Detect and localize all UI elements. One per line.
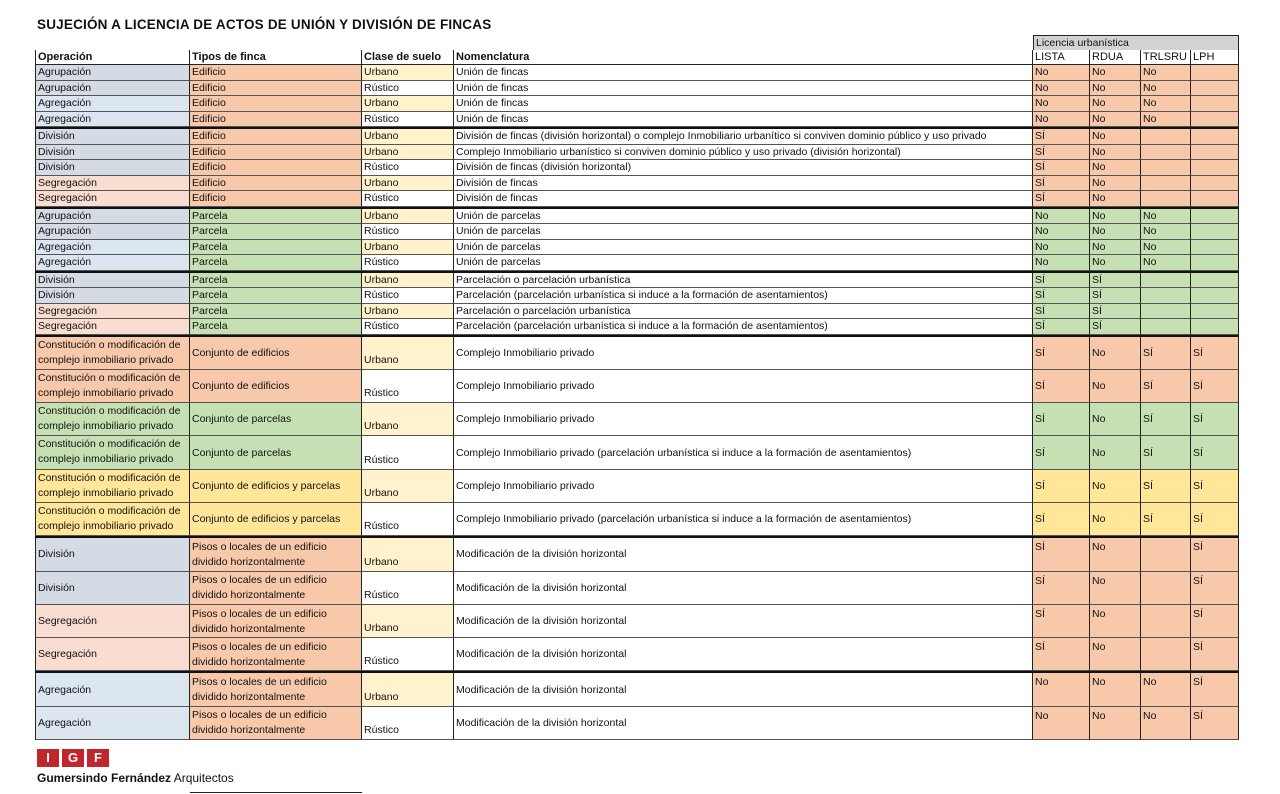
cell-lph: SÍ <box>1191 370 1239 403</box>
cell-trlsru <box>1141 273 1191 289</box>
table-row <box>35 403 1239 436</box>
cell-clase: Urbano <box>362 145 454 161</box>
cell-tipo: Pisos o locales de un edificio dividido horizontalmente <box>190 605 362 638</box>
cell-rdua: No <box>1090 112 1141 128</box>
cell-clase: Rústico <box>362 255 454 271</box>
cell-operacion: Segregación <box>35 638 190 671</box>
cell-trlsru: No <box>1141 673 1191 706</box>
licence-header-row <box>35 35 1239 50</box>
cell-nomenclatura: Modificación de la división horizontal <box>454 538 1033 571</box>
cell-lista: SÍ <box>1033 605 1090 638</box>
cell-lista: SÍ <box>1033 436 1090 469</box>
cell-lph <box>1191 65 1239 81</box>
cell-nomenclatura: Complejo Inmobiliario privado <box>454 370 1033 403</box>
brand-name: Gumersindo Fernández Arquitectos <box>37 771 234 785</box>
cell-tipo: Conjunto de parcelas <box>190 403 362 436</box>
cell-lph: SÍ <box>1191 470 1239 503</box>
cell-rdua: No <box>1090 255 1141 271</box>
cell-operacion: Constitución o modificación de complejo inmobiliario privado <box>35 436 190 469</box>
cell-trlsru: SÍ <box>1141 436 1191 469</box>
cell-trlsru <box>1141 638 1191 671</box>
cell-trlsru <box>1141 304 1191 320</box>
cell-operacion: Agregación <box>35 707 190 740</box>
cell-nomenclatura: Parcelación o parcelación urbanística <box>454 304 1033 320</box>
cell-tipo: Parcela <box>190 224 362 240</box>
cell-nomenclatura: División de fincas (división horizontal) o complejo Inmobiliario urbanítico si conviven dominio público y uso privado <box>454 129 1033 145</box>
col-header-tipos: Tipos de finca <box>190 50 362 65</box>
cell-clase: Urbano <box>362 304 454 320</box>
logo-block-3: F <box>87 749 109 767</box>
cell-nomenclatura: Unión de fincas <box>454 65 1033 81</box>
cell-lista: SÍ <box>1033 503 1090 536</box>
cell-rdua: No <box>1090 572 1141 605</box>
col-header-operacion: Operación <box>35 50 190 65</box>
cell-clase: Urbano <box>362 209 454 225</box>
cell-trlsru: No <box>1141 240 1191 256</box>
cell-lista: No <box>1033 209 1090 225</box>
cell-lph <box>1191 112 1239 128</box>
cell-lista: SÍ <box>1033 288 1090 304</box>
cell-trlsru <box>1141 129 1191 145</box>
cell-clase: Rústico <box>362 224 454 240</box>
footer-rule <box>190 792 362 793</box>
cell-lph: SÍ <box>1191 436 1239 469</box>
cell-nomenclatura: Complejo Inmobiliario privado <box>454 337 1033 370</box>
cell-clase: Urbano <box>362 176 454 192</box>
cell-operacion: Segregación <box>35 191 190 207</box>
table-row <box>35 707 1239 740</box>
cell-lista: No <box>1033 255 1090 271</box>
cell-trlsru: SÍ <box>1141 370 1191 403</box>
cell-rdua: SÍ <box>1090 273 1141 289</box>
cell-clase: Urbano <box>362 240 454 256</box>
table-row <box>35 65 1239 81</box>
cell-operacion: División <box>35 288 190 304</box>
cell-lph <box>1191 209 1239 225</box>
cell-tipo: Pisos o locales de un edificio dividido horizontalmente <box>190 638 362 671</box>
cell-nomenclatura: Unión de fincas <box>454 96 1033 112</box>
cell-tipo: Parcela <box>190 319 362 335</box>
column-headers <box>35 50 1239 65</box>
cell-clase: Urbano <box>362 673 454 706</box>
cell-lph: SÍ <box>1191 503 1239 536</box>
cell-tipo: Conjunto de edificios <box>190 370 362 403</box>
cell-lista: SÍ <box>1033 304 1090 320</box>
cell-tipo: Edificio <box>190 112 362 128</box>
cell-lph <box>1191 145 1239 161</box>
cell-lista: SÍ <box>1033 129 1090 145</box>
cell-tipo: Edificio <box>190 129 362 145</box>
cell-clase: Urbano <box>362 538 454 571</box>
table-row <box>35 304 1239 320</box>
cell-lista: SÍ <box>1033 176 1090 192</box>
cell-operacion: Agregación <box>35 255 190 271</box>
cell-trlsru <box>1141 160 1191 176</box>
cell-operacion: Agrupación <box>35 81 190 97</box>
cell-trlsru <box>1141 319 1191 335</box>
cell-nomenclatura: Unión de parcelas <box>454 255 1033 271</box>
cell-operacion: Constitución o modificación de complejo inmobiliario privado <box>35 470 190 503</box>
cell-lista: SÍ <box>1033 370 1090 403</box>
cell-lph: SÍ <box>1191 337 1239 370</box>
cell-trlsru: No <box>1141 112 1191 128</box>
cell-operacion: División <box>35 572 190 605</box>
cell-tipo: Pisos o locales de un edificio dividido horizontalmente <box>190 707 362 740</box>
cell-rdua: No <box>1090 240 1141 256</box>
cell-trlsru: No <box>1141 65 1191 81</box>
cell-clase: Urbano <box>362 470 454 503</box>
cell-lista: No <box>1033 65 1090 81</box>
cell-rdua: No <box>1090 673 1141 706</box>
cell-lph <box>1191 81 1239 97</box>
cell-rdua: SÍ <box>1090 304 1141 320</box>
cell-trlsru: No <box>1141 96 1191 112</box>
cell-operacion: Segregación <box>35 176 190 192</box>
table-row <box>35 255 1239 271</box>
cell-tipo: Edificio <box>190 81 362 97</box>
cell-rdua: No <box>1090 145 1141 161</box>
cell-tipo: Conjunto de edificios y parcelas <box>190 503 362 536</box>
table-row <box>35 207 1239 225</box>
table-row <box>35 671 1239 706</box>
cell-trlsru: No <box>1141 255 1191 271</box>
cell-tipo: Edificio <box>190 65 362 81</box>
table-row <box>35 572 1239 605</box>
cell-trlsru <box>1141 176 1191 192</box>
cell-lista: SÍ <box>1033 160 1090 176</box>
cell-operacion: Segregación <box>35 605 190 638</box>
logo-block-2: G <box>62 749 84 767</box>
table-row <box>35 503 1239 536</box>
cell-trlsru <box>1141 191 1191 207</box>
table-row <box>35 176 1239 192</box>
cell-operacion: División <box>35 273 190 289</box>
table-row <box>35 191 1239 207</box>
cell-operacion: Agregación <box>35 240 190 256</box>
cell-trlsru: No <box>1141 209 1191 225</box>
cell-lph: SÍ <box>1191 707 1239 740</box>
cell-lista: No <box>1033 96 1090 112</box>
cell-clase: Urbano <box>362 337 454 370</box>
cell-trlsru: SÍ <box>1141 503 1191 536</box>
cell-clase: Rústico <box>362 288 454 304</box>
cell-lph <box>1191 176 1239 192</box>
table-row <box>35 160 1239 176</box>
logo <box>37 749 109 767</box>
cell-rdua: No <box>1090 538 1141 571</box>
cell-rdua: No <box>1090 503 1141 536</box>
cell-trlsru <box>1141 288 1191 304</box>
cell-operacion: Constitución o modificación de complejo inmobiliario privado <box>35 337 190 370</box>
col-header-clase: Clase de suelo <box>362 50 454 65</box>
cell-lista: SÍ <box>1033 538 1090 571</box>
cell-clase: Rústico <box>362 436 454 469</box>
cell-nomenclatura: Modificación de la división horizontal <box>454 707 1033 740</box>
cell-rdua: No <box>1090 337 1141 370</box>
cell-rdua: No <box>1090 403 1141 436</box>
cell-lista: No <box>1033 112 1090 128</box>
cell-lph: SÍ <box>1191 572 1239 605</box>
cell-clase: Rústico <box>362 638 454 671</box>
cell-rdua: No <box>1090 209 1141 225</box>
cell-trlsru: No <box>1141 707 1191 740</box>
cell-tipo: Edificio <box>190 96 362 112</box>
cell-tipo: Parcela <box>190 288 362 304</box>
table-row <box>35 470 1239 503</box>
cell-operacion: Segregación <box>35 319 190 335</box>
cell-tipo: Edificio <box>190 160 362 176</box>
table-row <box>35 112 1239 128</box>
cell-trlsru: SÍ <box>1141 470 1191 503</box>
cell-lista: SÍ <box>1033 638 1090 671</box>
col-header-nomenclatura: Nomenclatura <box>454 50 1033 65</box>
cell-trlsru: SÍ <box>1141 337 1191 370</box>
cell-clase: Rústico <box>362 707 454 740</box>
col-header-trlsru: TRLSRU <box>1141 50 1191 65</box>
cell-lph <box>1191 288 1239 304</box>
cell-lista: No <box>1033 707 1090 740</box>
table-row <box>35 536 1239 571</box>
cell-nomenclatura: Complejo Inmobiliario privado (parcelación urbanística si induce a la formación de asentamientos) <box>454 503 1033 536</box>
cell-nomenclatura: Unión de fincas <box>454 112 1033 128</box>
cell-nomenclatura: Parcelación o parcelación urbanística <box>454 273 1033 289</box>
cell-lista: No <box>1033 240 1090 256</box>
cell-clase: Rústico <box>362 81 454 97</box>
cell-trlsru: SÍ <box>1141 403 1191 436</box>
cell-trlsru: No <box>1141 224 1191 240</box>
cell-nomenclatura: División de fincas <box>454 191 1033 207</box>
cell-nomenclatura: Unión de parcelas <box>454 224 1033 240</box>
table-row <box>35 240 1239 256</box>
cell-operacion: División <box>35 129 190 145</box>
cell-rdua: No <box>1090 470 1141 503</box>
cell-clase: Rústico <box>362 160 454 176</box>
cell-tipo: Conjunto de parcelas <box>190 436 362 469</box>
cell-nomenclatura: Unión de fincas <box>454 81 1033 97</box>
cell-trlsru <box>1141 605 1191 638</box>
cell-nomenclatura: Modificación de la división horizontal <box>454 572 1033 605</box>
cell-operacion: Agrupación <box>35 224 190 240</box>
cell-tipo: Pisos o locales de un edificio dividido horizontalmente <box>190 673 362 706</box>
cell-clase: Urbano <box>362 65 454 81</box>
cell-nomenclatura: Complejo Inmobiliario privado <box>454 403 1033 436</box>
cell-lph <box>1191 160 1239 176</box>
cell-lista: SÍ <box>1033 191 1090 207</box>
cell-tipo: Edificio <box>190 145 362 161</box>
cell-nomenclatura: División de fincas (división horizontal) <box>454 160 1033 176</box>
logo-block-1: I <box>37 749 59 767</box>
cell-tipo: Pisos o locales de un edificio dividido horizontalmente <box>190 538 362 571</box>
cell-lista: SÍ <box>1033 470 1090 503</box>
cell-operacion: Agregación <box>35 673 190 706</box>
table-row <box>35 224 1239 240</box>
cell-lista: No <box>1033 673 1090 706</box>
cell-tipo: Parcela <box>190 240 362 256</box>
cell-tipo: Pisos o locales de un edificio dividido horizontalmente <box>190 572 362 605</box>
cell-nomenclatura: Complejo Inmobiliario urbanístico si conviven dominio público y uso privado (división horizontal) <box>454 145 1033 161</box>
table-row <box>35 81 1239 97</box>
cell-lph <box>1191 129 1239 145</box>
cell-rdua: No <box>1090 224 1141 240</box>
page-title: SUJECIÓN A LICENCIA DE ACTOS DE UNIÓN Y DIVISIÓN DE FINCAS <box>37 17 492 32</box>
cell-nomenclatura: Complejo Inmobiliario privado <box>454 470 1033 503</box>
cell-trlsru <box>1141 538 1191 571</box>
cell-lista: No <box>1033 81 1090 97</box>
cell-rdua: SÍ <box>1090 319 1141 335</box>
cell-rdua: No <box>1090 638 1141 671</box>
cell-nomenclatura: Parcelación (parcelación urbanística si induce a la formación de asentamientos) <box>454 319 1033 335</box>
cell-rdua: No <box>1090 605 1141 638</box>
col-header-lista: LISTA <box>1033 50 1090 65</box>
cell-clase: Urbano <box>362 96 454 112</box>
cell-operacion: Segregación <box>35 304 190 320</box>
cell-lista: SÍ <box>1033 319 1090 335</box>
cell-lph: SÍ <box>1191 605 1239 638</box>
cell-operacion: Constitución o modificación de complejo inmobiliario privado <box>35 503 190 536</box>
cell-trlsru <box>1141 572 1191 605</box>
cell-rdua: No <box>1090 707 1141 740</box>
cell-operacion: Agregación <box>35 112 190 128</box>
cell-operacion: Constitución o modificación de complejo inmobiliario privado <box>35 403 190 436</box>
cell-rdua: No <box>1090 370 1141 403</box>
cell-nomenclatura: Modificación de la división horizontal <box>454 673 1033 706</box>
cell-rdua: No <box>1090 129 1141 145</box>
cell-lista: SÍ <box>1033 572 1090 605</box>
cell-tipo: Parcela <box>190 255 362 271</box>
cell-rdua: SÍ <box>1090 288 1141 304</box>
cell-rdua: No <box>1090 160 1141 176</box>
cell-clase: Rústico <box>362 370 454 403</box>
cell-lph <box>1191 191 1239 207</box>
col-header-rdua: RDUA <box>1090 50 1141 65</box>
col-header-lph: LPH <box>1191 50 1239 65</box>
cell-clase: Urbano <box>362 273 454 289</box>
cell-rdua: No <box>1090 96 1141 112</box>
cell-nomenclatura: Complejo Inmobiliario privado (parcelación urbanística si induce a la formación de asentamientos) <box>454 436 1033 469</box>
table-row <box>35 145 1239 161</box>
cell-clase: Rústico <box>362 112 454 128</box>
cell-rdua: No <box>1090 81 1141 97</box>
table-row <box>35 436 1239 469</box>
cell-tipo: Parcela <box>190 209 362 225</box>
cell-lista: SÍ <box>1033 273 1090 289</box>
table-row <box>35 638 1239 671</box>
cell-clase: Rústico <box>362 572 454 605</box>
cell-lph <box>1191 273 1239 289</box>
cell-rdua: No <box>1090 176 1141 192</box>
cell-tipo: Parcela <box>190 304 362 320</box>
cell-nomenclatura: Unión de parcelas <box>454 209 1033 225</box>
cell-lph <box>1191 240 1239 256</box>
table-row <box>35 271 1239 289</box>
table-row <box>35 127 1239 145</box>
table-row <box>35 288 1239 304</box>
table-row <box>35 605 1239 638</box>
table-row <box>35 96 1239 112</box>
cell-rdua: No <box>1090 436 1141 469</box>
cell-operacion: Agregación <box>35 96 190 112</box>
cell-operacion: Agrupación <box>35 209 190 225</box>
cell-lph: SÍ <box>1191 673 1239 706</box>
cell-nomenclatura: Parcelación (parcelación urbanística si induce a la formación de asentamientos) <box>454 288 1033 304</box>
cell-tipo: Edificio <box>190 191 362 207</box>
cell-clase: Urbano <box>362 403 454 436</box>
cell-lph <box>1191 319 1239 335</box>
cell-nomenclatura: Unión de parcelas <box>454 240 1033 256</box>
cell-lista: SÍ <box>1033 337 1090 370</box>
cell-lista: No <box>1033 224 1090 240</box>
cell-nomenclatura: Modificación de la división horizontal <box>454 638 1033 671</box>
cell-lista: SÍ <box>1033 145 1090 161</box>
table-row <box>35 335 1239 370</box>
cell-clase: Urbano <box>362 605 454 638</box>
cell-lph <box>1191 304 1239 320</box>
cell-lph: SÍ <box>1191 538 1239 571</box>
cell-tipo: Edificio <box>190 176 362 192</box>
cell-clase: Urbano <box>362 129 454 145</box>
licence-group-header: Licencia urbanística <box>1033 35 1239 51</box>
cell-operacion: Constitución o modificación de complejo inmobiliario privado <box>35 370 190 403</box>
cell-trlsru: No <box>1141 81 1191 97</box>
cell-nomenclatura: Modificación de la división horizontal <box>454 605 1033 638</box>
cell-tipo: Conjunto de edificios <box>190 337 362 370</box>
cell-tipo: Conjunto de edificios y parcelas <box>190 470 362 503</box>
cell-lph: SÍ <box>1191 403 1239 436</box>
cell-operacion: División <box>35 160 190 176</box>
cell-operacion: División <box>35 145 190 161</box>
cell-lph <box>1191 255 1239 271</box>
cell-rdua: No <box>1090 65 1141 81</box>
table-row <box>35 319 1239 335</box>
cell-nomenclatura: División de fincas <box>454 176 1033 192</box>
cell-lph <box>1191 96 1239 112</box>
cell-clase: Rústico <box>362 191 454 207</box>
cell-lph <box>1191 224 1239 240</box>
cell-tipo: Parcela <box>190 273 362 289</box>
table-body <box>35 65 1239 740</box>
cell-lph: SÍ <box>1191 638 1239 671</box>
licence-table <box>35 35 1239 740</box>
cell-operacion: Agrupación <box>35 65 190 81</box>
cell-lista: SÍ <box>1033 403 1090 436</box>
cell-operacion: División <box>35 538 190 571</box>
table-row <box>35 370 1239 403</box>
cell-rdua: No <box>1090 191 1141 207</box>
cell-trlsru <box>1141 145 1191 161</box>
cell-clase: Rústico <box>362 319 454 335</box>
cell-clase: Rústico <box>362 503 454 536</box>
